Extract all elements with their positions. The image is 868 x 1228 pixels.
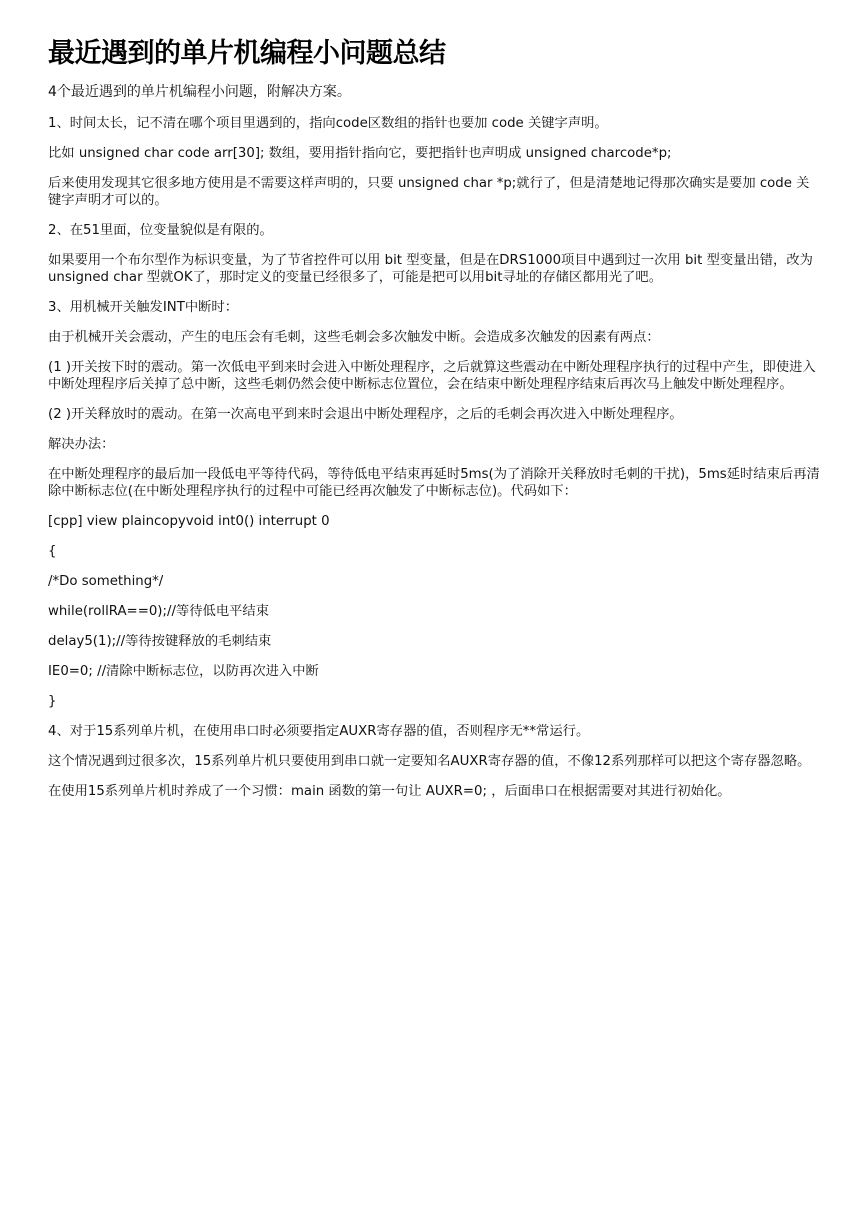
paragraph-solution-heading: 解决办法： [48,437,115,452]
paragraph-issue-4: 4、对于15系列单片机，在使用串口时必须要指定AUXR寄存器的值，否则程序无**常运行。 [48,724,590,739]
paragraph-issue-1: 1、时间太长，记不清在哪个项目里遇到的，指向code区数组的指针也要加 code 关键字声明。 [48,116,608,131]
code-line: delay5(1);//等待按键释放的毛刺结束 [48,634,272,649]
paragraph-issue-4-habit: 在使用15系列单片机时养成了一个习惯：main 函数的第一句让 AUXR=0; ，后面串口在根据需要对其进行初始化。 [48,784,731,799]
paragraph-issue-3-point-1: (1 )开关按下时的震动。第一次低电平到来时会进入中断处理程序，之后就算这些震动在中断处理程序执行的过程中产生，即使进入中断处理程序后关掉了总中断，这些毛刺仍然会使中断标志位置位，会在结束中断处理程序结束后再次马上触发中断处理程序。 [48,360,816,392]
paragraph-issue-3-cause: 由于机械开关会震动，产生的电压会有毛刺，这些毛刺会多次触发中断。会造成多次触发的因素有两点： [48,330,660,345]
code-line: /*Do something*/ [48,574,164,589]
code-line: while(rollRA==0);//等待低电平结束 [48,604,270,619]
paragraph-issue-3-point-2: (2 )开关释放时的震动。在第一次高电平到来时会退出中断处理程序，之后的毛刺会再次进入中断处理程序。 [48,407,683,422]
paragraph-issue-1-example: 比如 unsigned char code arr[30]; 数组，要用指针指向它，要把指针也声明成 unsigned charcode*p; [48,146,672,161]
paragraph-issue-1-note: 后来使用发现其它很多地方使用是不需要这样声明的，只要 unsigned char *p;就行了，但是清楚地记得那次确实是要加 code 关键字声明才可以的。 [48,176,810,208]
paragraph-issue-2-detail: 如果要用一个布尔型作为标识变量，为了节省控件可以用 bit 型变量，但是在DRS1000项目中遇到过一次用 bit 型变量出错，改为 unsigned char 型就OK了，那时定义的变量已经很多了，可能是把可以用bit寻址的存储区都用光了吧。 [48,253,813,285]
document-page [48,34,822,813]
paragraph-issue-4-detail: 这个情况遇到过很多次，15系列单片机只要使用到串口就一定要知名AUXR寄存器的值，不像12系列那样可以把这个寄存器忽略。 [48,754,811,769]
paragraph-issue-3: 3、用机械开关触发INT中断时： [48,300,239,315]
code-line: [cpp] view plaincopyvoid int0() interrupt 0 [48,514,330,529]
code-line: } [48,694,57,709]
document-title: 最近遇到的单片机编程小问题总结 [48,38,446,69]
code-line: { [48,544,57,559]
paragraph-intro: 4个最近遇到的单片机编程小问题，附解决方案。 [48,84,351,100]
paragraph-issue-2: 2、在51里面，位变量貌似是有限的。 [48,223,273,238]
code-line: IE0=0; //清除中断标志位，以防再次进入中断 [48,664,319,679]
paragraph-solution: 在中断处理程序的最后加一段低电平等待代码，等待低电平结束再延时5ms(为了消除开关释放时毛刺的干扰)，5ms延时结束后再清除中断标志位(在中断处理程序执行的过程中可能已经再次触发了中断标志位)。代码如下： [48,467,820,499]
